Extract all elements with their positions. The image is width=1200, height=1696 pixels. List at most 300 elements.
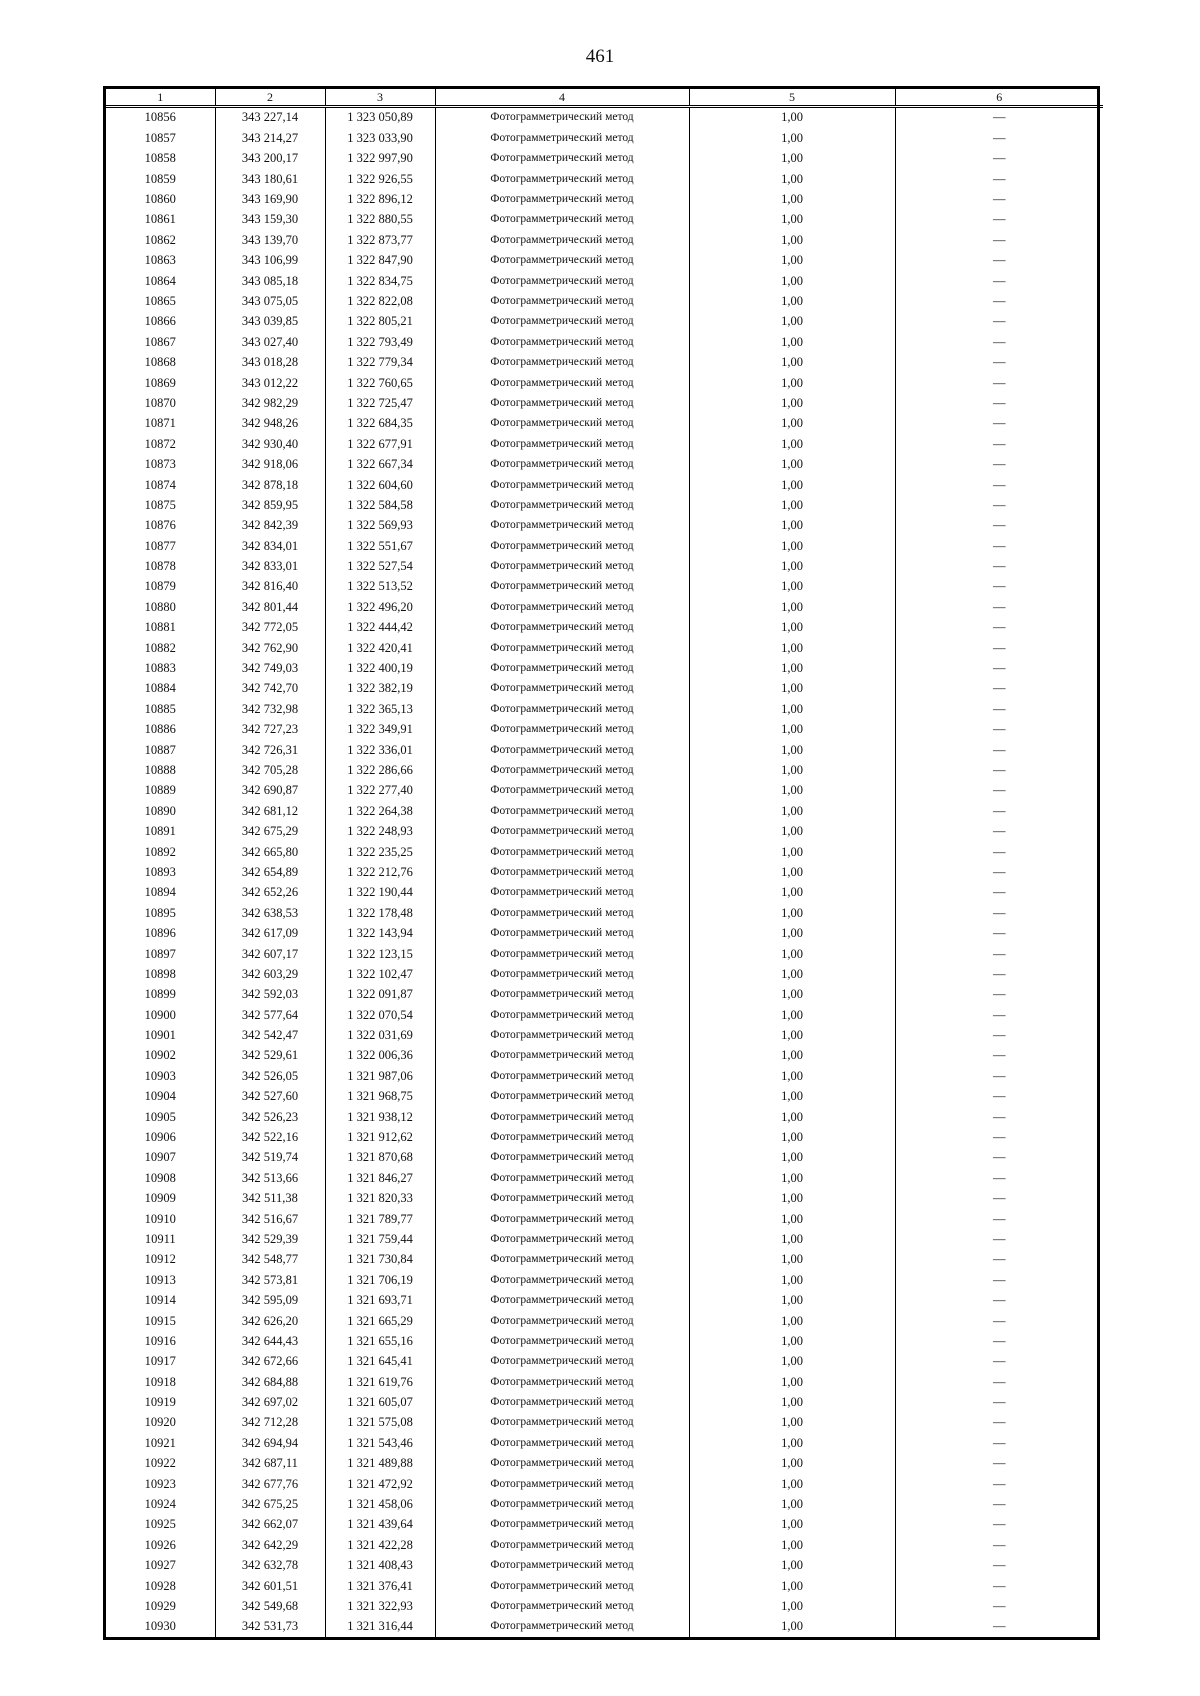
accuracy-cell: 1,00 (689, 495, 895, 515)
table-row (106, 1026, 1103, 1046)
accuracy-cell: 1,00 (689, 475, 895, 495)
method-cell: Фотограмметрический метод (435, 332, 689, 352)
note-cell: — (895, 1576, 1103, 1596)
note-cell: — (895, 271, 1103, 291)
y-coordinate-cell: 1 322 926,55 (325, 169, 435, 189)
point-number-cell: 10915 (144, 1313, 176, 1328)
y-coordinate-cell: 1 321 820,33 (325, 1189, 435, 1209)
note-cell: — (895, 1372, 1103, 1392)
accuracy-cell: 1,00 (689, 964, 895, 984)
accuracy-cell: 1,00 (689, 862, 895, 882)
note-cell: — (895, 1209, 1103, 1229)
note-cell: — (895, 1168, 1103, 1188)
accuracy-cell: 1,00 (689, 292, 895, 312)
y-coordinate-cell: 1 322 551,67 (325, 536, 435, 556)
accuracy-cell: 1,00 (689, 251, 895, 271)
method-cell: Фотограмметрический метод (435, 597, 689, 617)
table-row (106, 149, 1103, 169)
table-row (106, 1597, 1103, 1617)
point-number-cell: 10891 (144, 824, 176, 839)
method-cell: Фотограмметрический метод (435, 638, 689, 658)
table-row (106, 169, 1103, 189)
y-coordinate-cell: 1 321 645,41 (325, 1352, 435, 1372)
accuracy-cell: 1,00 (689, 883, 895, 903)
note-cell: — (895, 1270, 1103, 1290)
method-cell: Фотограмметрический метод (435, 964, 689, 984)
x-coordinate-cell: 342 833,01 (215, 557, 325, 577)
accuracy-cell: 1,00 (689, 434, 895, 454)
note-cell: — (895, 1189, 1103, 1209)
point-number-cell: 10888 (144, 762, 176, 777)
method-cell: Фотограмметрический метод (435, 230, 689, 250)
x-coordinate-cell: 342 742,70 (215, 679, 325, 699)
y-coordinate-cell: 1 322 584,58 (325, 495, 435, 515)
x-coordinate-cell: 342 638,53 (215, 903, 325, 923)
point-number-cell: 10871 (144, 416, 176, 431)
table-row (106, 1372, 1103, 1392)
point-number-cell: 10877 (144, 538, 176, 553)
accuracy-cell: 1,00 (689, 801, 895, 821)
point-number-cell: 10900 (144, 1007, 176, 1022)
note-cell: — (895, 312, 1103, 332)
accuracy-cell: 1,00 (689, 455, 895, 475)
x-coordinate-cell: 343 200,17 (215, 149, 325, 169)
method-cell: Фотограмметрический метод (435, 720, 689, 740)
y-coordinate-cell: 1 322 896,12 (325, 190, 435, 210)
table-row (106, 1128, 1103, 1148)
x-coordinate-cell: 342 687,11 (215, 1454, 325, 1474)
accuracy-cell: 1,00 (689, 822, 895, 842)
method-cell: Фотограмметрический метод (435, 1026, 689, 1046)
note-cell: — (895, 393, 1103, 413)
x-coordinate-cell: 342 516,67 (215, 1209, 325, 1229)
point-number-cell: 10905 (144, 1109, 176, 1124)
note-cell: — (895, 353, 1103, 373)
method-cell: Фотограмметрический метод (435, 1128, 689, 1148)
method-cell: Фотограмметрический метод (435, 1617, 689, 1637)
y-coordinate-cell: 1 322 091,87 (325, 985, 435, 1005)
note-cell: — (895, 740, 1103, 760)
method-cell: Фотограмметрический метод (435, 373, 689, 393)
y-coordinate-cell: 1 321 987,06 (325, 1066, 435, 1086)
point-number-cell: 10889 (144, 783, 176, 798)
accuracy-cell: 1,00 (689, 1556, 895, 1576)
method-cell: Фотограмметрический метод (435, 1535, 689, 1555)
table-row (106, 557, 1103, 577)
note-cell: — (895, 862, 1103, 882)
note-cell: — (895, 1128, 1103, 1148)
point-number-cell: 10857 (144, 130, 176, 145)
method-cell: Фотограмметрический метод (435, 128, 689, 148)
table-row (106, 128, 1103, 148)
table-row (106, 1331, 1103, 1351)
accuracy-cell: 1,00 (689, 107, 895, 129)
method-cell: Фотограмметрический метод (435, 557, 689, 577)
y-coordinate-cell: 1 322 444,42 (325, 618, 435, 638)
x-coordinate-cell: 342 654,89 (215, 862, 325, 882)
column-header-3: 3 (325, 89, 435, 107)
y-coordinate-cell: 1 321 912,62 (325, 1128, 435, 1148)
accuracy-cell: 1,00 (689, 414, 895, 434)
x-coordinate-cell: 342 526,23 (215, 1107, 325, 1127)
table-row (106, 638, 1103, 658)
point-number-cell: 10880 (144, 599, 176, 614)
table-row (106, 1352, 1103, 1372)
y-coordinate-cell: 1 322 400,19 (325, 659, 435, 679)
y-coordinate-cell: 1 322 569,93 (325, 516, 435, 536)
method-cell: Фотограмметрический метод (435, 1433, 689, 1453)
x-coordinate-cell: 342 542,47 (215, 1026, 325, 1046)
accuracy-cell: 1,00 (689, 577, 895, 597)
accuracy-cell: 1,00 (689, 1617, 895, 1637)
y-coordinate-cell: 1 322 143,94 (325, 924, 435, 944)
x-coordinate-cell: 342 878,18 (215, 475, 325, 495)
note-cell: — (895, 1066, 1103, 1086)
table-row (106, 1495, 1103, 1515)
accuracy-cell: 1,00 (689, 679, 895, 699)
accuracy-cell: 1,00 (689, 1474, 895, 1494)
point-number-cell: 10863 (144, 253, 176, 268)
point-number-cell: 10907 (144, 1150, 176, 1165)
note-cell: — (895, 1352, 1103, 1372)
accuracy-cell: 1,00 (689, 332, 895, 352)
x-coordinate-cell: 342 694,94 (215, 1433, 325, 1453)
table-row (106, 924, 1103, 944)
y-coordinate-cell: 1 322 725,47 (325, 393, 435, 413)
table-row (106, 944, 1103, 964)
x-coordinate-cell: 342 531,73 (215, 1617, 325, 1637)
table-row (106, 1617, 1103, 1637)
accuracy-cell: 1,00 (689, 557, 895, 577)
note-cell: — (895, 1535, 1103, 1555)
method-cell: Фотограмметрический метод (435, 1046, 689, 1066)
accuracy-cell: 1,00 (689, 1352, 895, 1372)
x-coordinate-cell: 342 573,81 (215, 1270, 325, 1290)
x-coordinate-cell: 342 527,60 (215, 1087, 325, 1107)
accuracy-cell: 1,00 (689, 128, 895, 148)
method-cell: Фотограмметрический метод (435, 618, 689, 638)
method-cell: Фотограмметрический метод (435, 1270, 689, 1290)
point-number-cell: 10899 (144, 987, 176, 1002)
table-row (106, 1393, 1103, 1413)
accuracy-cell: 1,00 (689, 740, 895, 760)
x-coordinate-cell: 342 749,03 (215, 659, 325, 679)
point-number-cell: 10893 (144, 864, 176, 879)
coordinates-table (103, 86, 1100, 1640)
point-number-cell: 10874 (144, 477, 176, 492)
method-cell: Фотограмметрический метод (435, 475, 689, 495)
point-number-cell: 10881 (144, 620, 176, 635)
method-cell: Фотограмметрический метод (435, 944, 689, 964)
x-coordinate-cell: 342 529,61 (215, 1046, 325, 1066)
y-coordinate-cell: 1 322 880,55 (325, 210, 435, 230)
method-cell: Фотограмметрический метод (435, 1087, 689, 1107)
table-row (106, 1311, 1103, 1331)
y-coordinate-cell: 1 322 286,66 (325, 761, 435, 781)
method-cell: Фотограмметрический метод (435, 903, 689, 923)
table-row (106, 251, 1103, 271)
point-number-cell: 10896 (144, 926, 176, 941)
note-cell: — (895, 964, 1103, 984)
method-cell: Фотограмметрический метод (435, 801, 689, 821)
y-coordinate-cell: 1 322 070,54 (325, 1005, 435, 1025)
note-cell: — (895, 1413, 1103, 1433)
y-coordinate-cell: 1 321 655,16 (325, 1331, 435, 1351)
point-number-cell: 10925 (144, 1517, 176, 1532)
x-coordinate-cell: 342 697,02 (215, 1393, 325, 1413)
y-coordinate-cell: 1 321 619,76 (325, 1372, 435, 1392)
point-number-cell: 10902 (144, 1048, 176, 1063)
y-coordinate-cell: 1 321 458,06 (325, 1495, 435, 1515)
y-coordinate-cell: 1 321 422,28 (325, 1535, 435, 1555)
accuracy-cell: 1,00 (689, 1229, 895, 1249)
note-cell: — (895, 944, 1103, 964)
note-cell: — (895, 495, 1103, 515)
method-cell: Фотограмметрический метод (435, 1474, 689, 1494)
note-cell: — (895, 638, 1103, 658)
y-coordinate-cell: 1 321 759,44 (325, 1229, 435, 1249)
method-cell: Фотограмметрический метод (435, 495, 689, 515)
accuracy-cell: 1,00 (689, 1005, 895, 1025)
x-coordinate-cell: 342 513,66 (215, 1168, 325, 1188)
method-cell: Фотограмметрический метод (435, 312, 689, 332)
x-coordinate-cell: 342 577,64 (215, 1005, 325, 1025)
table-row (106, 1107, 1103, 1127)
method-cell: Фотограмметрический метод (435, 883, 689, 903)
method-cell: Фотограмметрический метод (435, 761, 689, 781)
x-coordinate-cell: 342 732,98 (215, 699, 325, 719)
point-number-cell: 10903 (144, 1068, 176, 1083)
x-coordinate-cell: 342 982,29 (215, 393, 325, 413)
note-cell: — (895, 903, 1103, 923)
note-cell: — (895, 1515, 1103, 1535)
method-cell: Фотограмметрический метод (435, 924, 689, 944)
x-coordinate-cell: 343 106,99 (215, 251, 325, 271)
note-cell: — (895, 924, 1103, 944)
point-number-cell: 10930 (144, 1619, 176, 1634)
y-coordinate-cell: 1 322 760,65 (325, 373, 435, 393)
note-cell: — (895, 1148, 1103, 1168)
y-coordinate-cell: 1 321 408,43 (325, 1556, 435, 1576)
point-number-cell: 10918 (144, 1374, 176, 1389)
table-row (106, 1535, 1103, 1555)
note-cell: — (895, 1005, 1103, 1025)
note-cell: — (895, 720, 1103, 740)
accuracy-cell: 1,00 (689, 597, 895, 617)
point-number-cell: 10917 (144, 1354, 176, 1369)
y-coordinate-cell: 1 322 349,91 (325, 720, 435, 740)
x-coordinate-cell: 342 672,66 (215, 1352, 325, 1372)
note-cell: — (895, 434, 1103, 454)
x-coordinate-cell: 342 918,06 (215, 455, 325, 475)
method-cell: Фотограмметрический метод (435, 1107, 689, 1127)
accuracy-cell: 1,00 (689, 1148, 895, 1168)
method-cell: Фотограмметрический метод (435, 659, 689, 679)
note-cell: — (895, 679, 1103, 699)
accuracy-cell: 1,00 (689, 1495, 895, 1515)
table-row (106, 1413, 1103, 1433)
accuracy-cell: 1,00 (689, 393, 895, 413)
table-row (106, 1250, 1103, 1270)
y-coordinate-cell: 1 322 264,38 (325, 801, 435, 821)
page-number: 461 (585, 46, 615, 67)
table-row (106, 1168, 1103, 1188)
point-number-cell: 10892 (144, 844, 176, 859)
point-number-cell: 10927 (144, 1558, 176, 1573)
method-cell: Фотограмметрический метод (435, 1495, 689, 1515)
y-coordinate-cell: 1 322 190,44 (325, 883, 435, 903)
table-row (106, 292, 1103, 312)
method-cell: Фотограмметрический метод (435, 679, 689, 699)
table-row (106, 353, 1103, 373)
table-row (106, 1270, 1103, 1290)
note-cell: — (895, 516, 1103, 536)
accuracy-cell: 1,00 (689, 1331, 895, 1351)
method-cell: Фотограмметрический метод (435, 190, 689, 210)
x-coordinate-cell: 342 801,44 (215, 597, 325, 617)
method-cell: Фотограмметрический метод (435, 1291, 689, 1311)
y-coordinate-cell: 1 322 031,69 (325, 1026, 435, 1046)
table-row (106, 1005, 1103, 1025)
y-coordinate-cell: 1 322 834,75 (325, 271, 435, 291)
table-row (106, 1209, 1103, 1229)
method-cell: Фотограмметрический метод (435, 536, 689, 556)
x-coordinate-cell: 342 712,28 (215, 1413, 325, 1433)
x-coordinate-cell: 343 012,22 (215, 373, 325, 393)
y-coordinate-cell: 1 322 997,90 (325, 149, 435, 169)
y-coordinate-cell: 1 322 102,47 (325, 964, 435, 984)
table-row (106, 1291, 1103, 1311)
note-cell: — (895, 332, 1103, 352)
y-coordinate-cell: 1 323 033,90 (325, 128, 435, 148)
note-cell: — (895, 1597, 1103, 1617)
method-cell: Фотограмметрический метод (435, 1331, 689, 1351)
point-number-cell: 10909 (144, 1191, 176, 1206)
method-cell: Фотограмметрический метод (435, 353, 689, 373)
y-coordinate-cell: 1 321 730,84 (325, 1250, 435, 1270)
x-coordinate-cell: 343 018,28 (215, 353, 325, 373)
note-cell: — (895, 373, 1103, 393)
point-number-cell: 10882 (144, 640, 176, 655)
accuracy-cell: 1,00 (689, 230, 895, 250)
accuracy-cell: 1,00 (689, 1597, 895, 1617)
note-cell: — (895, 699, 1103, 719)
accuracy-cell: 1,00 (689, 1413, 895, 1433)
point-number-cell: 10914 (144, 1293, 176, 1308)
note-cell: — (895, 557, 1103, 577)
accuracy-cell: 1,00 (689, 1311, 895, 1331)
y-coordinate-cell: 1 321 846,27 (325, 1168, 435, 1188)
table-row (106, 761, 1103, 781)
point-number-cell: 10913 (144, 1272, 176, 1287)
table-row (106, 903, 1103, 923)
y-coordinate-cell: 1 322 873,77 (325, 230, 435, 250)
method-cell: Фотограмметрический метод (435, 271, 689, 291)
accuracy-cell: 1,00 (689, 659, 895, 679)
accuracy-cell: 1,00 (689, 1433, 895, 1453)
method-cell: Фотограмметрический метод (435, 699, 689, 719)
point-number-cell: 10904 (144, 1089, 176, 1104)
y-coordinate-cell: 1 321 376,41 (325, 1576, 435, 1596)
accuracy-cell: 1,00 (689, 699, 895, 719)
y-coordinate-cell: 1 321 665,29 (325, 1311, 435, 1331)
accuracy-cell: 1,00 (689, 1250, 895, 1270)
x-coordinate-cell: 342 834,01 (215, 536, 325, 556)
y-coordinate-cell: 1 322 365,13 (325, 699, 435, 719)
table-row (106, 822, 1103, 842)
point-number-cell: 10916 (144, 1333, 176, 1348)
accuracy-cell: 1,00 (689, 1128, 895, 1148)
point-number-cell: 10870 (144, 395, 176, 410)
note-cell: — (895, 618, 1103, 638)
x-coordinate-cell: 342 592,03 (215, 985, 325, 1005)
x-coordinate-cell: 342 677,76 (215, 1474, 325, 1494)
x-coordinate-cell: 342 548,77 (215, 1250, 325, 1270)
y-coordinate-cell: 1 322 336,01 (325, 740, 435, 760)
y-coordinate-cell: 1 322 006,36 (325, 1046, 435, 1066)
x-coordinate-cell: 343 180,61 (215, 169, 325, 189)
point-number-cell: 10894 (144, 885, 176, 900)
table-row (106, 312, 1103, 332)
table-row (106, 699, 1103, 719)
method-cell: Фотограмметрический метод (435, 740, 689, 760)
y-coordinate-cell: 1 321 789,77 (325, 1209, 435, 1229)
table-row (106, 1087, 1103, 1107)
method-cell: Фотограмметрический метод (435, 577, 689, 597)
method-cell: Фотограмметрический метод (435, 169, 689, 189)
point-number-cell: 10920 (144, 1415, 176, 1430)
point-number-cell: 10878 (144, 559, 176, 574)
accuracy-cell: 1,00 (689, 985, 895, 1005)
point-number-cell: 10869 (144, 375, 176, 390)
x-coordinate-cell: 342 522,16 (215, 1128, 325, 1148)
x-coordinate-cell: 342 632,78 (215, 1556, 325, 1576)
accuracy-cell: 1,00 (689, 312, 895, 332)
table-row (106, 1515, 1103, 1535)
method-cell: Фотограмметрический метод (435, 1393, 689, 1413)
y-coordinate-cell: 1 322 793,49 (325, 332, 435, 352)
point-number-cell: 10858 (144, 151, 176, 166)
y-coordinate-cell: 1 321 575,08 (325, 1413, 435, 1433)
x-coordinate-cell: 342 705,28 (215, 761, 325, 781)
table-row (106, 495, 1103, 515)
accuracy-cell: 1,00 (689, 1046, 895, 1066)
point-number-cell: 10868 (144, 355, 176, 370)
point-number-cell: 10901 (144, 1028, 176, 1043)
method-cell: Фотограмметрический метод (435, 1556, 689, 1576)
table-row (106, 455, 1103, 475)
point-number-cell: 10875 (144, 497, 176, 512)
x-coordinate-cell: 342 948,26 (215, 414, 325, 434)
method-cell: Фотограмметрический метод (435, 1066, 689, 1086)
point-number-cell: 10860 (144, 192, 176, 207)
x-coordinate-cell: 343 075,05 (215, 292, 325, 312)
note-cell: — (895, 1087, 1103, 1107)
method-cell: Фотограмметрический метод (435, 455, 689, 475)
point-number-cell: 10859 (144, 171, 176, 186)
y-coordinate-cell: 1 321 870,68 (325, 1148, 435, 1168)
x-coordinate-cell: 342 519,74 (215, 1148, 325, 1168)
y-coordinate-cell: 1 322 235,25 (325, 842, 435, 862)
point-number-cell: 10912 (144, 1252, 176, 1267)
point-number-cell: 10866 (144, 314, 176, 329)
y-coordinate-cell: 1 322 496,20 (325, 597, 435, 617)
note-cell: — (895, 414, 1103, 434)
accuracy-cell: 1,00 (689, 842, 895, 862)
table-row (106, 1148, 1103, 1168)
note-cell: — (895, 292, 1103, 312)
table-row (106, 720, 1103, 740)
